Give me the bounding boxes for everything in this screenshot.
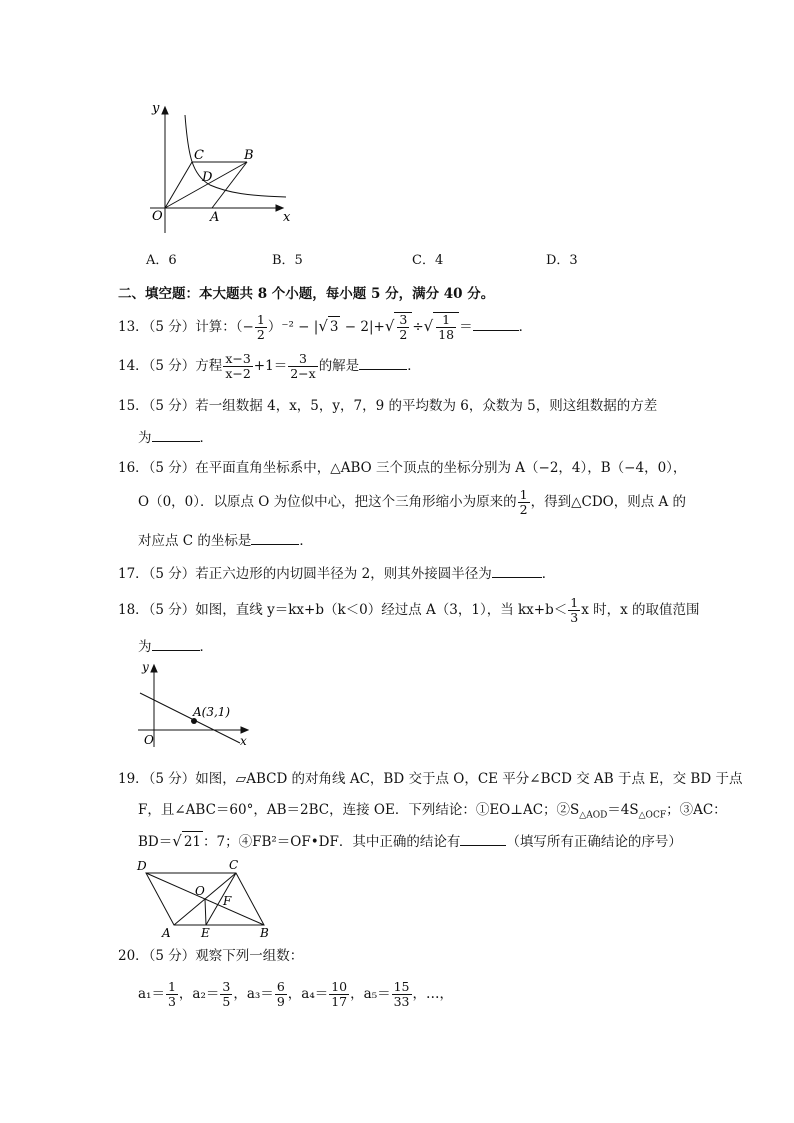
figure-q12-graph bbox=[140, 95, 300, 235]
choice-b: B．5 bbox=[272, 253, 303, 268]
fig12-origin: O bbox=[152, 209, 163, 224]
choice-d: D．3 bbox=[546, 253, 578, 268]
question-13: 13．（5 分）计算：（− $\frac{1}{2}$ ）⁻² − |√ 3 − 2|+√ $\frac{3}{2}$ ÷√ $\frac{1}{18}$ ＝ ． bbox=[118, 312, 533, 342]
question-16-line3: 对应点 C 的坐标是 ． bbox=[138, 530, 313, 551]
answer-blank[interactable] bbox=[152, 427, 200, 442]
fig19-label-a: A bbox=[162, 926, 171, 940]
q18-frac-third: $\frac{1}{3}$ bbox=[570, 595, 579, 625]
fig18-axis-y: y bbox=[142, 660, 149, 674]
question-16-line1: 16．（5 分）在平面直角坐标系中，△ABO 三个顶点的坐标分别为 A（−2，4），B（−4，0）， bbox=[118, 460, 687, 476]
fig12-label-c: C bbox=[194, 148, 204, 163]
q13-frac-1-18: $\frac{1}{18}$ bbox=[438, 312, 455, 342]
fig19-label-d: D bbox=[137, 859, 147, 873]
fig12-axis-y: y bbox=[152, 101, 160, 116]
q13-half: $\frac{1}{2}$ bbox=[256, 312, 265, 342]
q16-frac-half: $\frac{1}{2}$ bbox=[519, 487, 528, 517]
question-18-line2: 为 ． bbox=[138, 636, 213, 657]
question-19-line3: BD＝√ 21 ：7；④FB²＝OF•DF．其中正确的结论有 （填写所有正确结论的序号） bbox=[138, 832, 682, 850]
fig18-axis-x: x bbox=[240, 734, 247, 747]
question-18-line1: 18．（5 分）如图，直线 y＝kx+b（k＜0）经过点 A（3，1），当 kx+b＜ $\frac{1}{3}$ x 时，x 的取值范围 bbox=[118, 595, 700, 625]
fig19-label-f: F bbox=[223, 894, 232, 908]
question-19-line2: F，且∠ABC＝60°，AB＝2BC，连接 OE．下列结论：①EO⊥AC；$②S_{\triangle AOD}=4S_{\triangle OCF}$；③AC： bbox=[138, 802, 727, 821]
choice-a: A．6 bbox=[146, 253, 177, 268]
figure-q19-parallelogram bbox=[134, 855, 284, 940]
question-15-line1: 15．（5 分）若一组数据 4，x，5，y，7，9 的平均数为 6，众数为 5，则这组数据的方差 bbox=[118, 398, 658, 414]
choice-c: C．4 bbox=[412, 253, 444, 268]
fig18-origin: O bbox=[144, 733, 154, 747]
q14-frac-right: $\frac{3}{2-x}$ bbox=[290, 351, 316, 381]
fig18-point-label: A(3,1) bbox=[193, 705, 231, 719]
fig19-label-o: O bbox=[195, 884, 205, 898]
fig19-label-b: B bbox=[260, 926, 269, 940]
question-16-line2: O（0，0）．以原点 O 为位似中心，把这个三角形缩小为原来的 $\frac{1}{2}$ ，得到△CDO，则点 A 的 bbox=[138, 487, 687, 517]
section-heading: 二、填空题：本大题共 8 个小题，每小题 5 分，满分 40 分。 bbox=[118, 286, 495, 302]
question-15-line2: 为 ． bbox=[138, 427, 213, 448]
figure-q18-graph bbox=[136, 657, 256, 747]
question-19-line1: 19．（5 分）如图，▱ABCD 的对角线 AC，BD 交于点 O，CE 平分∠BCD 交 AB 于点 E，交 BD 于点 bbox=[118, 771, 743, 787]
answer-blank[interactable] bbox=[473, 316, 519, 331]
fig12-label-a: A bbox=[210, 210, 220, 225]
question-20: 20．（5 分）观察下列一组数： bbox=[118, 948, 304, 964]
answer-blank[interactable] bbox=[359, 355, 407, 370]
answer-blank[interactable] bbox=[492, 563, 542, 578]
question-20-sequence: a₁＝ $\frac{1}{3}$ ，a₂＝ $\frac{3}{5}$ ，a₃＝ $\frac{6}{9}$ ，a₄＝ $\frac{10}{17}$ ，a₅＝ $\frac{15}{33}$ ，…， bbox=[138, 979, 454, 1009]
question-14: 14．（5 分）方程 $\frac{x-3}{x-2}$ +1＝ $\frac{3}{2-x}$ 的解是 ． bbox=[118, 351, 421, 381]
q14-frac-left: $\frac{x-3}{x-2}$ bbox=[225, 351, 251, 381]
fig12-label-d: D bbox=[202, 170, 213, 185]
answer-blank[interactable] bbox=[251, 530, 299, 545]
q13-frac-3-2: $\frac{3}{2}$ bbox=[399, 312, 408, 342]
fig19-label-c: C bbox=[229, 858, 239, 872]
answer-blank[interactable] bbox=[152, 636, 200, 651]
fig12-label-b: B bbox=[244, 148, 254, 163]
fig12-axis-x: x bbox=[283, 210, 291, 225]
answer-blank[interactable] bbox=[460, 831, 506, 846]
fig19-label-e: E bbox=[201, 926, 210, 940]
question-17: 17．（5 分）若正六边形的内切圆半径为 2，则其外接圆半径为 ． bbox=[118, 563, 555, 584]
